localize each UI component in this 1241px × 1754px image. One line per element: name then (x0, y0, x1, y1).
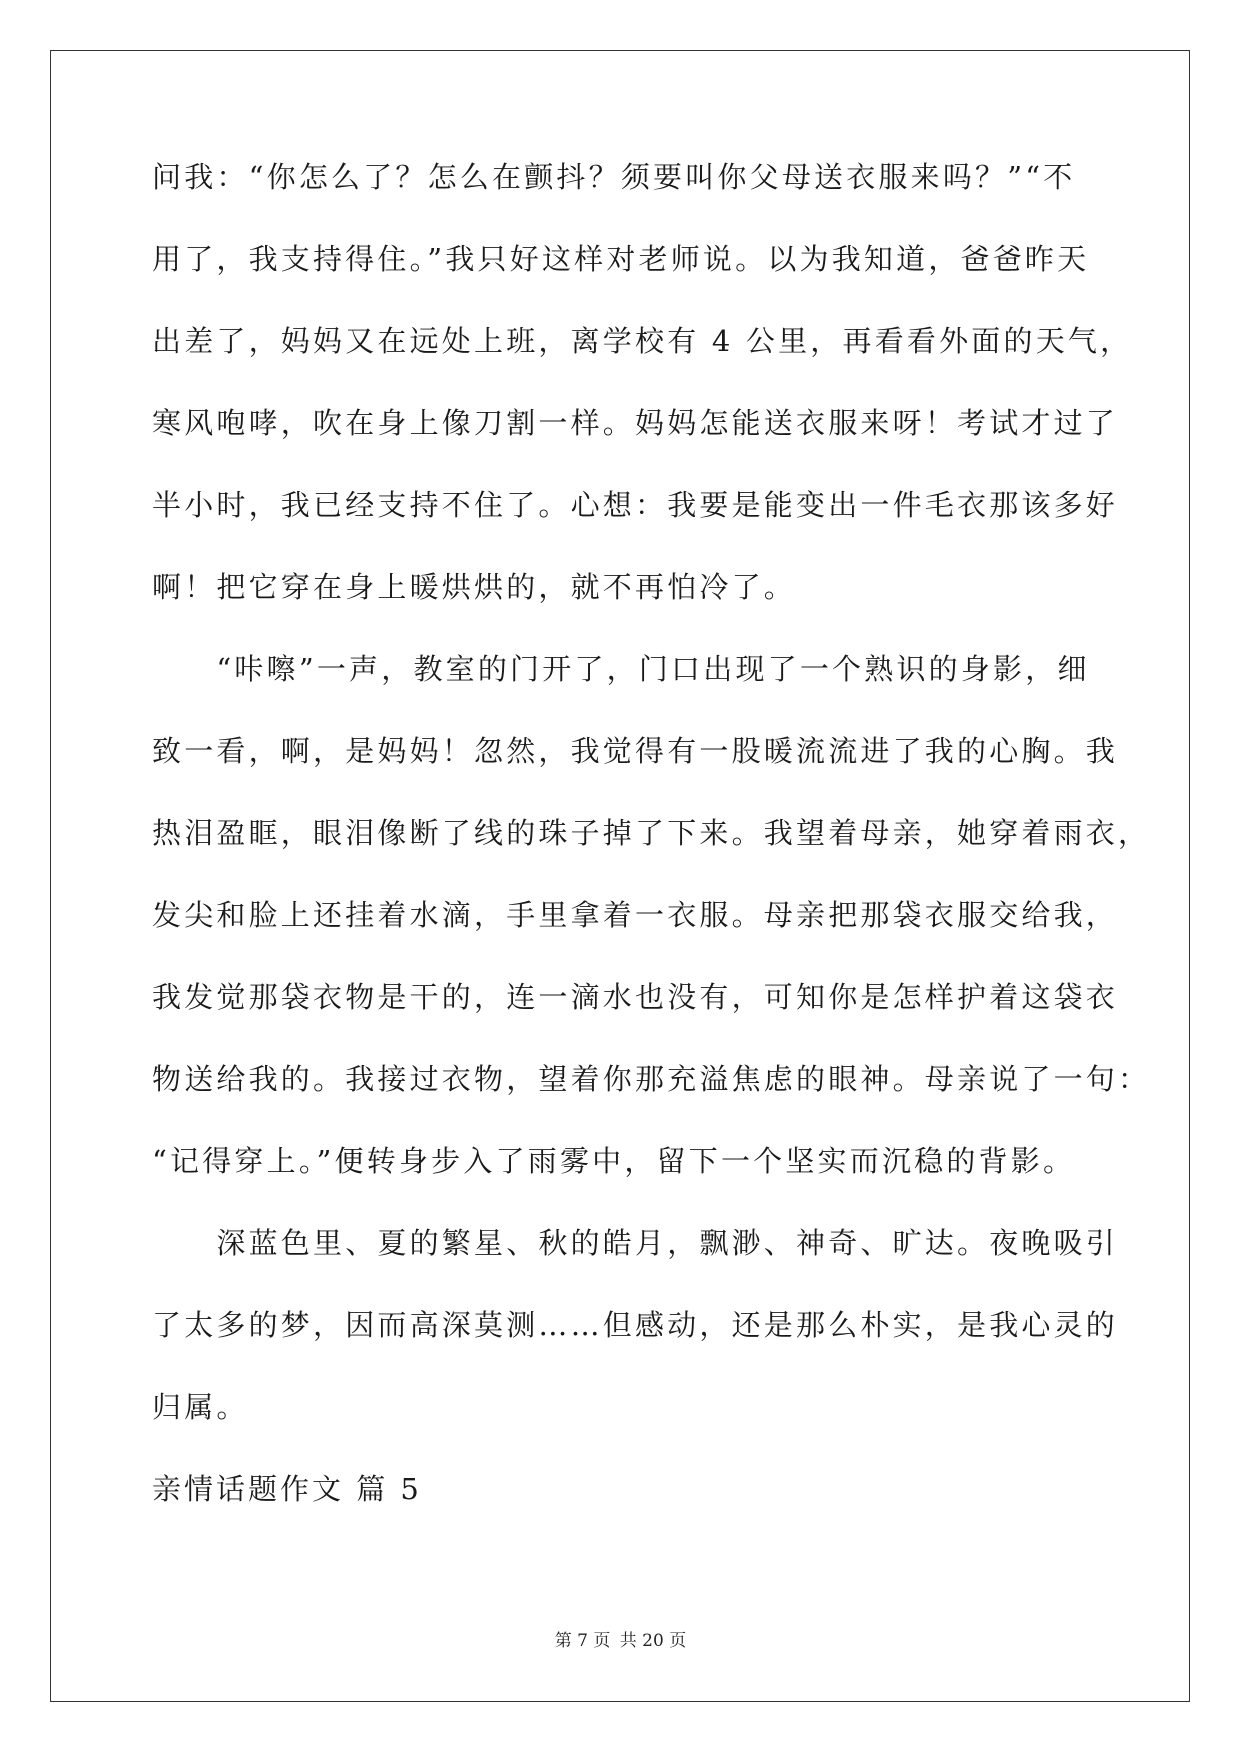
page-footer (0, 1626, 1241, 1651)
text-line-8: 致一看，啊，是妈妈！忽然，我觉得有一股暖流流进了我的心胸。我 (152, 734, 1119, 768)
document-body (152, 160, 1151, 1554)
text-line-9: 热泪盈眶，眼泪像断了线的珠子掉了下来。我望着母亲，她穿着雨衣， (152, 816, 1151, 850)
text-line-3: 出差了，妈妈又在远处上班，离学校有 4 公里，再看看外面的天气， (152, 324, 1133, 358)
text-line-11: 我发觉那袋衣物是干的，连一滴水也没有，可知你是怎样护着这袋衣 (152, 980, 1119, 1014)
text-line-1: 问我：“你怎么了？怎么在颤抖？须要叫你父母送衣服来吗？”“不 (152, 160, 1076, 194)
text-line-4: 寒风咆哮，吹在身上像刀割一样。妈妈怎能送衣服来呀！考试才过了 (152, 406, 1119, 440)
text-line-2: 用了，我支持得住。”我只好这样对老师说。以为我知道，爸爸昨天 (152, 242, 1090, 276)
page-number: 第 7 页 (554, 1631, 611, 1651)
section-heading: 亲情话题作文 篇 5 (152, 1472, 422, 1506)
page-total: 共 20 页 (619, 1631, 687, 1651)
text-line-10: 发尖和脸上还挂着水滴，手里拿着一衣服。母亲把那袋衣服交给我， (152, 898, 1119, 932)
text-line-5: 半小时，我已经支持不住了。心想：我要是能变出一件毛衣那该多好 (152, 488, 1119, 522)
text-line-6: 啊！把它穿在身上暖烘烘的，就不再怕冷了。 (152, 570, 797, 604)
text-line-14: 深蓝色里、夏的繁星、秋的皓月，飘渺、神奇、旷达。夜晚吸引 (152, 1226, 1119, 1260)
text-line-16: 归属。 (152, 1390, 249, 1424)
text-line-7: “咔嚓”一声，教室的门开了，门口出现了一个熟识的身影，细 (152, 652, 1090, 686)
text-line-15: 了太多的梦，因而高深莫测……但感动，还是那么朴实，是我心灵的 (152, 1308, 1119, 1342)
text-line-13: “记得穿上。”便转身步入了雨雾中，留下一个坚实而沉稳的背影。 (152, 1144, 1076, 1178)
text-line-12: 物送给我的。我接过衣物，望着你那充溢焦虑的眼神。母亲说了一句： (152, 1062, 1151, 1096)
